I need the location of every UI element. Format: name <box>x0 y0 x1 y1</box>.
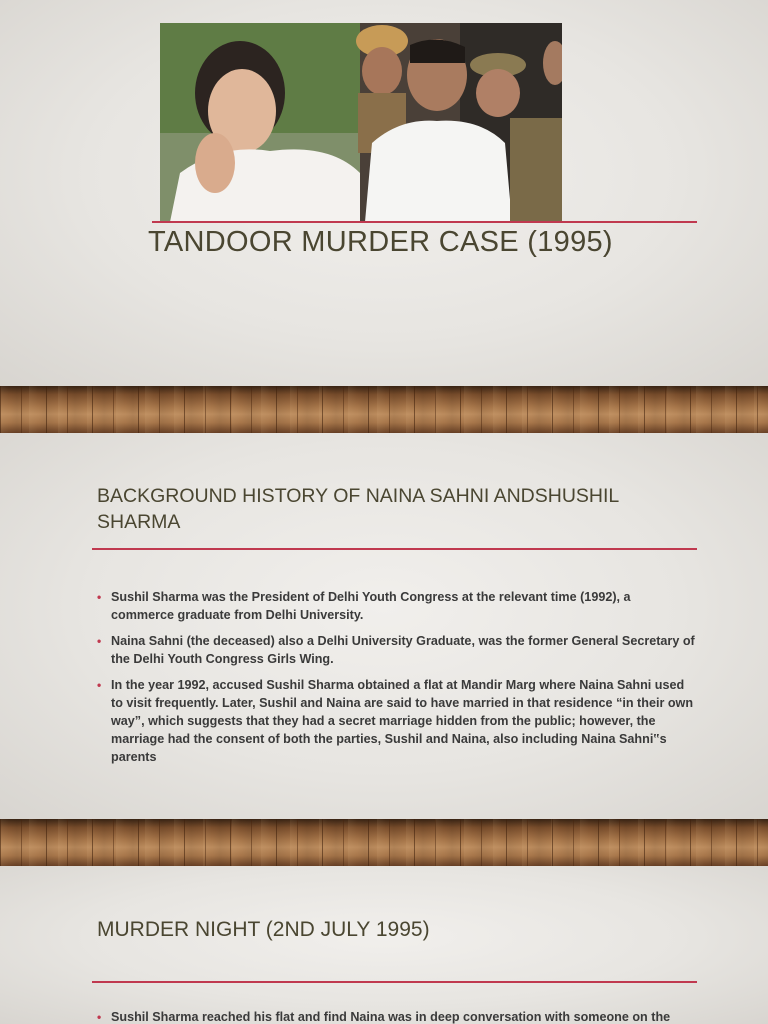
title-divider <box>92 548 697 550</box>
title-divider <box>152 221 697 223</box>
background-slide <box>0 433 768 819</box>
wood-divider <box>0 386 768 433</box>
title-divider <box>92 981 697 983</box>
bullet-item: • Sushil Sharma reached his flat and find Naina was in deep conversation with someone on the <box>97 1008 697 1024</box>
bullet-item: • Sushil Sharma was the President of Delhi Youth Congress at the relevant time (1992), a commerce graduate from Delhi University. <box>97 588 697 624</box>
bullet-list <box>97 588 697 774</box>
title-slide <box>0 0 768 386</box>
case-photo <box>160 23 562 222</box>
slide-title: BACKGROUND HISTORY OF NAINA SAHNI ANDSHUSHIL SHARMA <box>97 485 619 533</box>
slide-title: MURDER NIGHT (2ND JULY 1995) <box>97 918 430 941</box>
murder-night-slide <box>0 866 768 1024</box>
bullet-item: • Naina Sahni (the deceased) also a Delhi University Graduate, was the former General Secretary of the Delhi Youth Congress Girls Wing. <box>97 632 697 668</box>
slide-title: TANDOOR MURDER CASE (1995) <box>148 226 613 258</box>
wood-divider <box>0 819 768 866</box>
bullet-item: • In the year 1992, accused Sushil Sharma obtained a flat at Mandir Marg where Naina Sahni used to visit frequently. Later, Sushil and Naina are said to have married in that residence “in their own way”, which suggests that they had a secret marriage hidden from the public; however, the marriage had the consent of both the parties, Sushil and Naina, also including Naina Sahni‟s parents <box>97 676 697 766</box>
bullet-list <box>97 1008 697 1024</box>
